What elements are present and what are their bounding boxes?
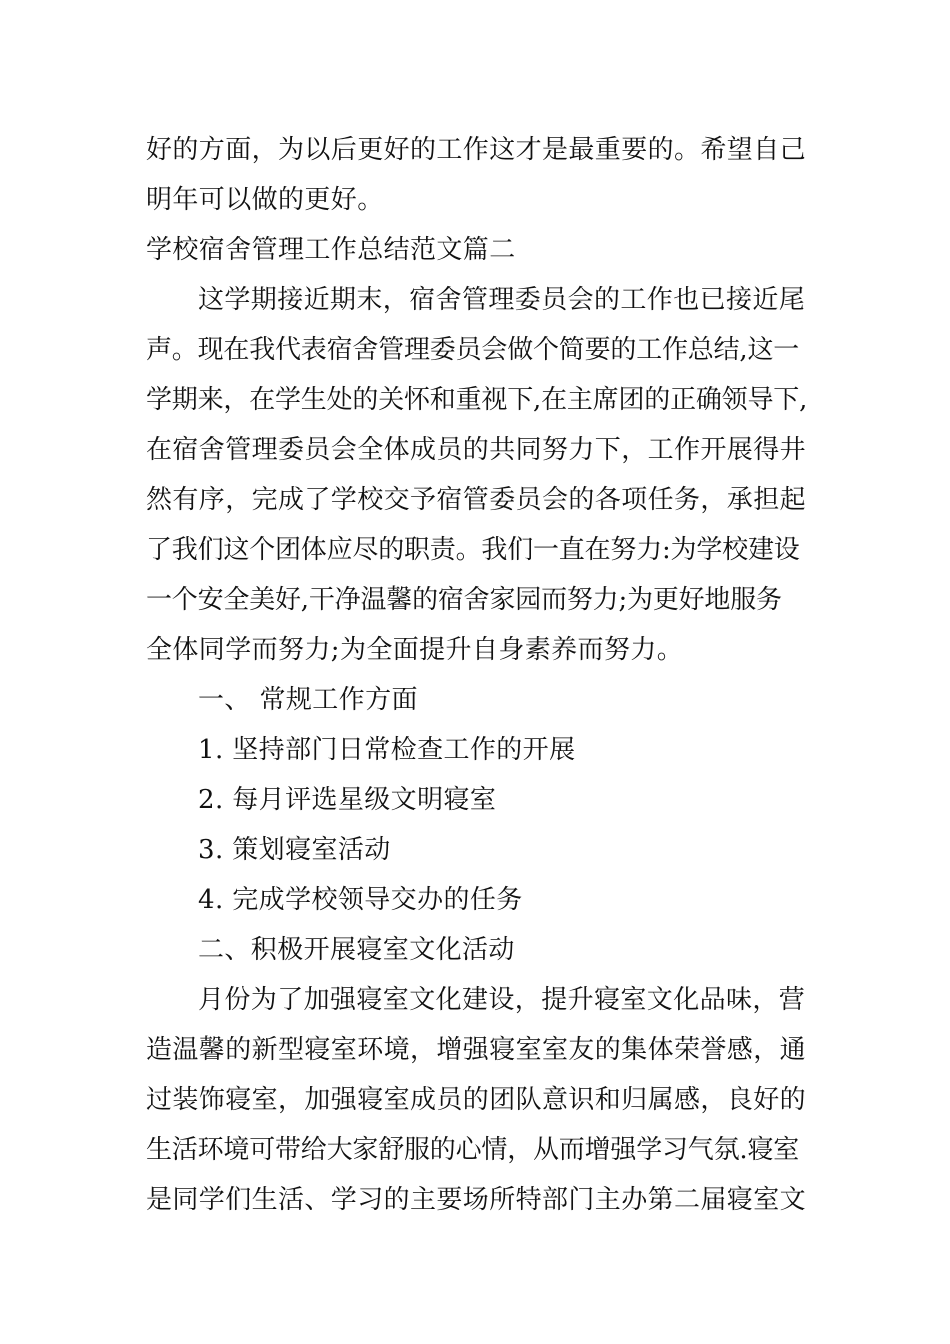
list-item: 4. 完成学校领导交办的任务: [198, 885, 523, 915]
subheading: 一、 常规工作方面: [198, 685, 418, 715]
body-text-line: 学期来，在学生处的关怀和重视下,在主席团的正确领导下,: [146, 385, 808, 415]
body-text-line: 过装饰寝室，加强寝室成员的团队意识和归属感，良好的: [146, 1085, 807, 1115]
body-text-line: 生活环境可带给大家舒服的心情，从而增强学习气氛.寝室: [146, 1135, 800, 1165]
section-heading: 学校宿舍管理工作总结范文篇二: [146, 235, 516, 265]
body-text-line: 全体同学而努力;为全面提升自身素养而努力。: [146, 635, 684, 665]
body-text-line: 明年可以做的更好。: [146, 185, 384, 215]
body-text-line: 是同学们生活、学习的主要场所特部门主办第二届寝室文: [146, 1185, 807, 1215]
paragraph-first-line: 这学期接近期末，宿舍管理委员会的工作也已接近尾: [198, 285, 806, 315]
list-item: 2. 每月评选星级文明寝室: [198, 785, 497, 815]
body-text-line: 一个安全美好,干净温馨的宿舍家园而努力;为更好地服务: [146, 585, 782, 615]
list-item: 1. 坚持部门日常检查工作的开展: [198, 735, 576, 765]
body-text-line: 了我们这个团体应尽的职责。我们一直在努力:为学校建设: [146, 535, 800, 565]
list-item: 3. 策划寝室活动: [198, 835, 391, 865]
body-text-line: 在宿舍管理委员会全体成员的共同努力下，工作开展得井: [146, 435, 807, 465]
body-text-line: 然有序，完成了学校交予宿管委员会的各项任务，承担起: [146, 485, 807, 515]
subheading: 二、积极开展寝室文化活动: [198, 935, 515, 965]
body-text-line: 好的方面，为以后更好的工作这才是最重要的。希望自己: [146, 135, 807, 165]
paragraph-first-line: 月份为了加强寝室文化建设，提升寝室文化品味，营: [198, 985, 806, 1015]
body-text-line: 造温馨的新型寝室环境，增强寝室室友的集体荣誉感，通: [146, 1035, 807, 1065]
body-text-line: 声。现在我代表宿舍管理委员会做个简要的工作总结,这一: [146, 335, 800, 365]
